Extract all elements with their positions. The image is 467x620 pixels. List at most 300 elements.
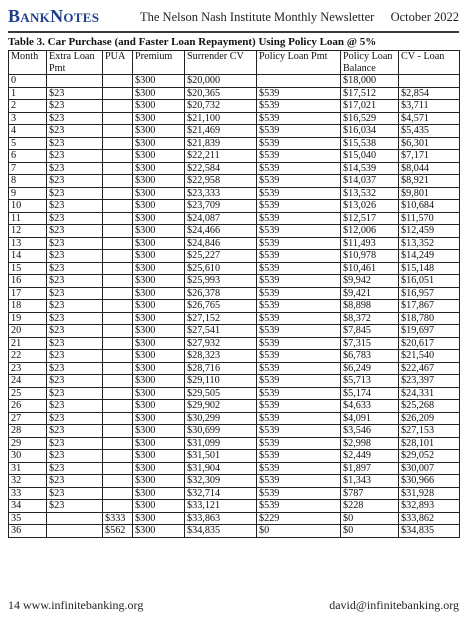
cell-surrender-cv: $24,466 xyxy=(185,225,257,238)
cell-cv-minus-loan: $24,331 xyxy=(399,387,460,400)
cell-surrender-cv: $22,584 xyxy=(185,162,257,175)
cell-premium: $300 xyxy=(133,125,185,138)
cell-surrender-cv: $28,716 xyxy=(185,362,257,375)
cell-surrender-cv: $30,299 xyxy=(185,412,257,425)
cell-cv-minus-loan: $21,540 xyxy=(399,350,460,363)
table-row xyxy=(9,212,460,225)
cell-policy-loan-balance: $15,040 xyxy=(341,150,399,163)
cell-month: 4 xyxy=(9,125,47,138)
cell-pua xyxy=(103,212,133,225)
cell-policy-loan-pmt: $539 xyxy=(257,500,341,513)
cell-pua xyxy=(103,87,133,100)
cell-extra-loan-pmt: $23 xyxy=(47,462,103,475)
cell-extra-loan-pmt: $23 xyxy=(47,125,103,138)
cell-policy-loan-balance: $0 xyxy=(341,525,399,538)
cell-pua xyxy=(103,462,133,475)
cell-premium: $300 xyxy=(133,100,185,113)
cell-policy-loan-balance: $0 xyxy=(341,512,399,525)
cell-surrender-cv: $27,932 xyxy=(185,337,257,350)
table-row xyxy=(9,312,460,325)
cell-extra-loan-pmt xyxy=(47,512,103,525)
table-row xyxy=(9,362,460,375)
cell-cv-minus-loan: $8,921 xyxy=(399,175,460,188)
cell-policy-loan-pmt: $539 xyxy=(257,312,341,325)
cell-surrender-cv: $31,099 xyxy=(185,437,257,450)
cell-policy-loan-balance: $1,897 xyxy=(341,462,399,475)
banknotes-logo: BankNotes xyxy=(8,6,100,26)
cell-extra-loan-pmt: $23 xyxy=(47,112,103,125)
cell-extra-loan-pmt xyxy=(47,525,103,538)
cell-premium: $300 xyxy=(133,75,185,88)
table-row xyxy=(9,387,460,400)
cell-premium: $300 xyxy=(133,262,185,275)
cell-policy-loan-pmt: $539 xyxy=(257,325,341,338)
cell-extra-loan-pmt: $23 xyxy=(47,450,103,463)
table-row xyxy=(9,450,460,463)
cell-policy-loan-balance: $2,449 xyxy=(341,450,399,463)
cell-month: 2 xyxy=(9,100,47,113)
cell-month: 24 xyxy=(9,375,47,388)
cell-policy-loan-pmt: $539 xyxy=(257,462,341,475)
cell-month: 15 xyxy=(9,262,47,275)
cell-surrender-cv: $23,333 xyxy=(185,187,257,200)
cell-month: 28 xyxy=(9,425,47,438)
newsletter-header xyxy=(8,6,459,28)
table-row xyxy=(9,237,460,250)
cell-month: 18 xyxy=(9,300,47,313)
cell-surrender-cv: $25,610 xyxy=(185,262,257,275)
cell-policy-loan-pmt: $539 xyxy=(257,262,341,275)
cell-extra-loan-pmt: $23 xyxy=(47,175,103,188)
cell-pua xyxy=(103,500,133,513)
cell-pua xyxy=(103,75,133,88)
cell-pua xyxy=(103,487,133,500)
cell-pua xyxy=(103,150,133,163)
cell-policy-loan-balance: $13,532 xyxy=(341,187,399,200)
cell-surrender-cv: $31,501 xyxy=(185,450,257,463)
cell-surrender-cv: $20,000 xyxy=(185,75,257,88)
cell-premium: $300 xyxy=(133,425,185,438)
cell-policy-loan-pmt: $539 xyxy=(257,412,341,425)
cell-month: 1 xyxy=(9,87,47,100)
cell-policy-loan-pmt: $539 xyxy=(257,350,341,363)
cell-premium: $300 xyxy=(133,237,185,250)
col-header-premium: Premium xyxy=(133,51,185,75)
cell-extra-loan-pmt: $23 xyxy=(47,475,103,488)
cell-surrender-cv: $23,709 xyxy=(185,200,257,213)
table-row xyxy=(9,112,460,125)
cell-surrender-cv: $25,993 xyxy=(185,275,257,288)
cell-month: 16 xyxy=(9,275,47,288)
cell-cv-minus-loan: $11,570 xyxy=(399,212,460,225)
cell-cv-minus-loan: $19,697 xyxy=(399,325,460,338)
table-row xyxy=(9,87,460,100)
table-row xyxy=(9,100,460,113)
cell-pua xyxy=(103,225,133,238)
cell-premium: $300 xyxy=(133,525,185,538)
cell-surrender-cv: $34,835 xyxy=(185,525,257,538)
cell-cv-minus-loan: $33,862 xyxy=(399,512,460,525)
cell-extra-loan-pmt: $23 xyxy=(47,312,103,325)
cell-policy-loan-balance: $9,942 xyxy=(341,275,399,288)
cell-policy-loan-pmt: $539 xyxy=(257,362,341,375)
table-row xyxy=(9,175,460,188)
cell-policy-loan-balance: $12,006 xyxy=(341,225,399,238)
table-row xyxy=(9,425,460,438)
cell-pua xyxy=(103,400,133,413)
cell-policy-loan-pmt: $539 xyxy=(257,375,341,388)
cell-cv-minus-loan: $32,893 xyxy=(399,500,460,513)
cell-policy-loan-pmt: $539 xyxy=(257,212,341,225)
cell-extra-loan-pmt: $23 xyxy=(47,487,103,500)
cell-premium: $300 xyxy=(133,500,185,513)
cell-month: 6 xyxy=(9,150,47,163)
cell-policy-loan-pmt: $539 xyxy=(257,450,341,463)
cell-extra-loan-pmt: $23 xyxy=(47,300,103,313)
policy-loan-table xyxy=(8,50,460,538)
cell-policy-loan-balance: $12,517 xyxy=(341,212,399,225)
cell-policy-loan-pmt: $539 xyxy=(257,225,341,238)
cell-policy-loan-balance: $15,538 xyxy=(341,137,399,150)
cell-extra-loan-pmt: $23 xyxy=(47,362,103,375)
cell-extra-loan-pmt: $23 xyxy=(47,237,103,250)
cell-month: 23 xyxy=(9,362,47,375)
cell-cv-minus-loan: $29,052 xyxy=(399,450,460,463)
cell-policy-loan-pmt: $0 xyxy=(257,525,341,538)
cell-policy-loan-pmt: $539 xyxy=(257,87,341,100)
cell-policy-loan-balance: $787 xyxy=(341,487,399,500)
cell-policy-loan-balance: $8,372 xyxy=(341,312,399,325)
col-header-cv-minus-loan: CV - Loan xyxy=(399,51,460,75)
cell-policy-loan-balance: $7,845 xyxy=(341,325,399,338)
cell-premium: $300 xyxy=(133,187,185,200)
cell-pua xyxy=(103,450,133,463)
cell-policy-loan-pmt: $539 xyxy=(257,112,341,125)
table-row xyxy=(9,400,460,413)
cell-pua xyxy=(103,100,133,113)
cell-policy-loan-balance: $16,529 xyxy=(341,112,399,125)
cell-month: 9 xyxy=(9,187,47,200)
table-row xyxy=(9,512,460,525)
table-row xyxy=(9,300,460,313)
cell-extra-loan-pmt: $23 xyxy=(47,150,103,163)
cell-policy-loan-pmt: $539 xyxy=(257,300,341,313)
cell-policy-loan-balance: $8,898 xyxy=(341,300,399,313)
cell-policy-loan-pmt xyxy=(257,75,341,88)
cell-pua xyxy=(103,162,133,175)
cell-policy-loan-pmt: $539 xyxy=(257,150,341,163)
cell-surrender-cv: $27,152 xyxy=(185,312,257,325)
cell-premium: $300 xyxy=(133,87,185,100)
cell-policy-loan-pmt: $539 xyxy=(257,487,341,500)
cell-month: 29 xyxy=(9,437,47,450)
cell-extra-loan-pmt: $23 xyxy=(47,400,103,413)
cell-policy-loan-pmt: $539 xyxy=(257,437,341,450)
cell-cv-minus-loan: $34,835 xyxy=(399,525,460,538)
cell-policy-loan-balance: $11,493 xyxy=(341,237,399,250)
table-row xyxy=(9,462,460,475)
cell-premium: $300 xyxy=(133,212,185,225)
table-row xyxy=(9,75,460,88)
col-header-extra-loan-pmt: Extra Loan Pmt xyxy=(47,51,103,75)
cell-cv-minus-loan: $22,467 xyxy=(399,362,460,375)
cell-surrender-cv: $21,469 xyxy=(185,125,257,138)
cell-premium: $300 xyxy=(133,462,185,475)
cell-month: 27 xyxy=(9,412,47,425)
cell-pua xyxy=(103,112,133,125)
cell-cv-minus-loan: $30,007 xyxy=(399,462,460,475)
cell-month: 8 xyxy=(9,175,47,188)
cell-cv-minus-loan: $26,209 xyxy=(399,412,460,425)
table-body xyxy=(9,75,460,538)
cell-pua xyxy=(103,337,133,350)
cell-premium: $300 xyxy=(133,375,185,388)
cell-surrender-cv: $22,958 xyxy=(185,175,257,188)
cell-surrender-cv: $33,121 xyxy=(185,500,257,513)
cell-cv-minus-loan: $12,459 xyxy=(399,225,460,238)
cell-month: 10 xyxy=(9,200,47,213)
cell-extra-loan-pmt: $23 xyxy=(47,412,103,425)
cell-pua xyxy=(103,387,133,400)
cell-cv-minus-loan: $30,966 xyxy=(399,475,460,488)
issue-date: October 2022 xyxy=(390,10,459,24)
cell-premium: $300 xyxy=(133,250,185,263)
cell-cv-minus-loan: $13,352 xyxy=(399,237,460,250)
cell-pua xyxy=(103,437,133,450)
cell-premium: $300 xyxy=(133,175,185,188)
cell-surrender-cv: $20,365 xyxy=(185,87,257,100)
cell-extra-loan-pmt: $23 xyxy=(47,262,103,275)
cell-premium: $300 xyxy=(133,337,185,350)
cell-month: 35 xyxy=(9,512,47,525)
table-row xyxy=(9,137,460,150)
cell-surrender-cv: $22,211 xyxy=(185,150,257,163)
cell-policy-loan-balance: $14,539 xyxy=(341,162,399,175)
cell-premium: $300 xyxy=(133,450,185,463)
cell-pua: $333 xyxy=(103,512,133,525)
cell-policy-loan-balance: $16,034 xyxy=(341,125,399,138)
cell-cv-minus-loan: $5,435 xyxy=(399,125,460,138)
cell-pua xyxy=(103,175,133,188)
cell-pua xyxy=(103,250,133,263)
cell-policy-loan-pmt: $539 xyxy=(257,275,341,288)
table-row xyxy=(9,225,460,238)
cell-month: 22 xyxy=(9,350,47,363)
website-link[interactable]: www.infinitebanking.org xyxy=(23,598,144,612)
cell-policy-loan-pmt: $539 xyxy=(257,187,341,200)
cell-surrender-cv: $26,765 xyxy=(185,300,257,313)
cell-premium: $300 xyxy=(133,362,185,375)
cell-policy-loan-balance: $5,174 xyxy=(341,387,399,400)
cell-surrender-cv: $29,902 xyxy=(185,400,257,413)
cell-pua xyxy=(103,125,133,138)
table-caption: Table 3. Car Purchase (and Faster Loan Repayment) Using Policy Loan @ 5% xyxy=(8,36,377,48)
table-row xyxy=(9,287,460,300)
cell-surrender-cv: $29,505 xyxy=(185,387,257,400)
cell-surrender-cv: $21,839 xyxy=(185,137,257,150)
cell-policy-loan-pmt: $229 xyxy=(257,512,341,525)
cell-extra-loan-pmt: $23 xyxy=(47,425,103,438)
cell-extra-loan-pmt: $23 xyxy=(47,337,103,350)
cell-extra-loan-pmt: $23 xyxy=(47,500,103,513)
table-row xyxy=(9,187,460,200)
cell-extra-loan-pmt: $23 xyxy=(47,212,103,225)
cell-pua xyxy=(103,312,133,325)
table-row xyxy=(9,337,460,350)
cell-extra-loan-pmt: $23 xyxy=(47,250,103,263)
cell-policy-loan-pmt: $539 xyxy=(257,137,341,150)
table-row xyxy=(9,500,460,513)
cell-pua xyxy=(103,475,133,488)
cell-extra-loan-pmt: $23 xyxy=(47,350,103,363)
cell-policy-loan-balance: $18,000 xyxy=(341,75,399,88)
cell-policy-loan-balance: $9,421 xyxy=(341,287,399,300)
cell-cv-minus-loan: $31,928 xyxy=(399,487,460,500)
cell-extra-loan-pmt: $23 xyxy=(47,287,103,300)
cell-month: 32 xyxy=(9,475,47,488)
cell-surrender-cv: $25,227 xyxy=(185,250,257,263)
cell-premium: $300 xyxy=(133,200,185,213)
page-footer xyxy=(8,598,459,613)
table-row xyxy=(9,250,460,263)
cell-month: 12 xyxy=(9,225,47,238)
cell-policy-loan-balance: $228 xyxy=(341,500,399,513)
cell-premium: $300 xyxy=(133,225,185,238)
cell-cv-minus-loan: $25,268 xyxy=(399,400,460,413)
cell-premium: $300 xyxy=(133,162,185,175)
cell-month: 21 xyxy=(9,337,47,350)
table-row xyxy=(9,487,460,500)
table-row xyxy=(9,275,460,288)
cell-month: 31 xyxy=(9,462,47,475)
cell-premium: $300 xyxy=(133,512,185,525)
cell-policy-loan-balance: $6,249 xyxy=(341,362,399,375)
cell-extra-loan-pmt: $23 xyxy=(47,200,103,213)
cell-extra-loan-pmt: $23 xyxy=(47,325,103,338)
cell-premium: $300 xyxy=(133,437,185,450)
cell-cv-minus-loan: $27,153 xyxy=(399,425,460,438)
table-row xyxy=(9,162,460,175)
cell-cv-minus-loan: $20,617 xyxy=(399,337,460,350)
cell-policy-loan-balance: $7,315 xyxy=(341,337,399,350)
cell-policy-loan-balance: $1,343 xyxy=(341,475,399,488)
cell-premium: $300 xyxy=(133,312,185,325)
cell-policy-loan-balance: $14,037 xyxy=(341,175,399,188)
cell-premium: $300 xyxy=(133,487,185,500)
cell-policy-loan-pmt: $539 xyxy=(257,200,341,213)
cell-cv-minus-loan: $16,957 xyxy=(399,287,460,300)
cell-policy-loan-balance: $13,026 xyxy=(341,200,399,213)
cell-policy-loan-pmt: $539 xyxy=(257,400,341,413)
cell-surrender-cv: $29,110 xyxy=(185,375,257,388)
contact-email[interactable]: david@infinitebanking.org xyxy=(329,598,459,612)
table-row xyxy=(9,437,460,450)
cell-policy-loan-pmt: $539 xyxy=(257,287,341,300)
cell-cv-minus-loan: $3,711 xyxy=(399,100,460,113)
cell-month: 26 xyxy=(9,400,47,413)
cell-surrender-cv: $24,846 xyxy=(185,237,257,250)
cell-month: 0 xyxy=(9,75,47,88)
cell-premium: $300 xyxy=(133,387,185,400)
cell-extra-loan-pmt: $23 xyxy=(47,375,103,388)
cell-pua xyxy=(103,362,133,375)
table-row xyxy=(9,262,460,275)
cell-surrender-cv: $30,699 xyxy=(185,425,257,438)
cell-premium: $300 xyxy=(133,400,185,413)
cell-month: 33 xyxy=(9,487,47,500)
cell-premium: $300 xyxy=(133,150,185,163)
cell-extra-loan-pmt xyxy=(47,75,103,88)
cell-surrender-cv: $33,863 xyxy=(185,512,257,525)
cell-cv-minus-loan: $6,301 xyxy=(399,137,460,150)
cell-surrender-cv: $26,378 xyxy=(185,287,257,300)
cell-premium: $300 xyxy=(133,275,185,288)
cell-pua xyxy=(103,275,133,288)
cell-pua xyxy=(103,137,133,150)
cell-pua xyxy=(103,350,133,363)
cell-month: 25 xyxy=(9,387,47,400)
page-number: 14 xyxy=(8,598,20,612)
cell-premium: $300 xyxy=(133,475,185,488)
cell-pua xyxy=(103,187,133,200)
cell-month: 14 xyxy=(9,250,47,263)
cell-policy-loan-pmt: $539 xyxy=(257,125,341,138)
cell-policy-loan-pmt: $539 xyxy=(257,162,341,175)
table-row xyxy=(9,325,460,338)
cell-policy-loan-pmt: $539 xyxy=(257,175,341,188)
col-header-month: Month xyxy=(9,51,47,75)
cell-policy-loan-balance: $3,546 xyxy=(341,425,399,438)
cell-policy-loan-balance: $4,091 xyxy=(341,412,399,425)
newsletter-subtitle: The Nelson Nash Institute Monthly Newsletter xyxy=(140,10,375,24)
table-row xyxy=(9,475,460,488)
cell-extra-loan-pmt: $23 xyxy=(47,100,103,113)
header-divider xyxy=(8,31,459,33)
cell-pua xyxy=(103,200,133,213)
cell-pua xyxy=(103,375,133,388)
cell-month: 13 xyxy=(9,237,47,250)
cell-cv-minus-loan: $18,780 xyxy=(399,312,460,325)
cell-month: 5 xyxy=(9,137,47,150)
col-header-surrender-cv: Surrender CV xyxy=(185,51,257,75)
cell-policy-loan-balance: $10,978 xyxy=(341,250,399,263)
cell-extra-loan-pmt: $23 xyxy=(47,87,103,100)
cell-surrender-cv: $27,541 xyxy=(185,325,257,338)
cell-month: 20 xyxy=(9,325,47,338)
cell-cv-minus-loan: $9,801 xyxy=(399,187,460,200)
cell-extra-loan-pmt: $23 xyxy=(47,187,103,200)
cell-cv-minus-loan: $7,171 xyxy=(399,150,460,163)
cell-cv-minus-loan: $23,397 xyxy=(399,375,460,388)
cell-month: 34 xyxy=(9,500,47,513)
cell-cv-minus-loan: $4,571 xyxy=(399,112,460,125)
cell-pua xyxy=(103,287,133,300)
cell-pua xyxy=(103,237,133,250)
cell-month: 3 xyxy=(9,112,47,125)
table-row xyxy=(9,350,460,363)
table-row xyxy=(9,200,460,213)
table-row xyxy=(9,125,460,138)
cell-extra-loan-pmt: $23 xyxy=(47,137,103,150)
cell-month: 36 xyxy=(9,525,47,538)
cell-pua xyxy=(103,262,133,275)
cell-policy-loan-pmt: $539 xyxy=(257,100,341,113)
cell-cv-minus-loan: $10,684 xyxy=(399,200,460,213)
cell-policy-loan-pmt: $539 xyxy=(257,237,341,250)
table-row xyxy=(9,525,460,538)
cell-policy-loan-pmt: $539 xyxy=(257,475,341,488)
cell-policy-loan-balance: $4,633 xyxy=(341,400,399,413)
